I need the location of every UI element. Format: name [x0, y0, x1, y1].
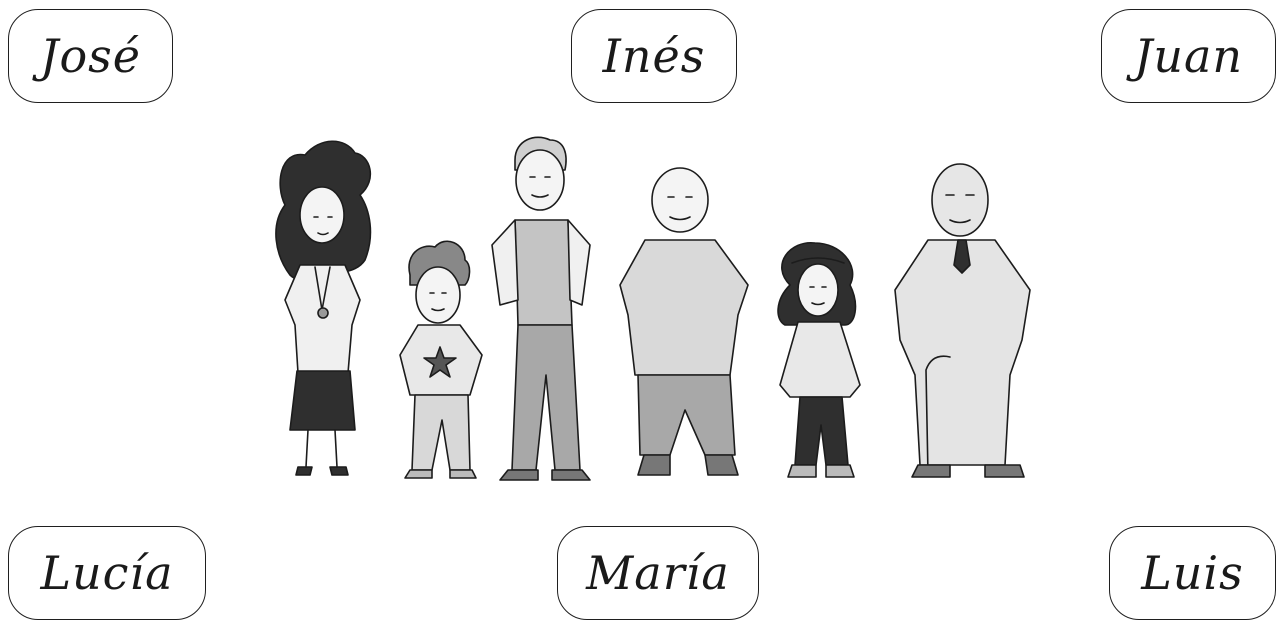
woman-with-long-hair-figure: [276, 141, 371, 475]
name-label: Lucía: [40, 546, 174, 600]
name-card-luis[interactable]: [1109, 526, 1276, 620]
name-label: Inés: [602, 29, 706, 83]
family-illustration: [260, 125, 1060, 495]
name-card-juan[interactable]: [1101, 9, 1276, 103]
name-card-maria[interactable]: [557, 526, 759, 620]
name-label: José: [40, 29, 141, 83]
name-label: María: [586, 546, 730, 600]
girl-with-headband-figure: [778, 243, 860, 477]
grandfather-with-cane-figure: [895, 164, 1030, 477]
name-label: Juan: [1133, 29, 1244, 83]
tall-man-figure: [492, 137, 590, 480]
name-card-ines[interactable]: [571, 9, 737, 103]
name-card-lucia[interactable]: [8, 526, 206, 620]
chubby-man-figure: [620, 168, 748, 475]
name-label: Luis: [1141, 546, 1244, 600]
boy-with-star-shirt-figure: [400, 241, 482, 478]
name-card-jose[interactable]: [8, 9, 173, 103]
